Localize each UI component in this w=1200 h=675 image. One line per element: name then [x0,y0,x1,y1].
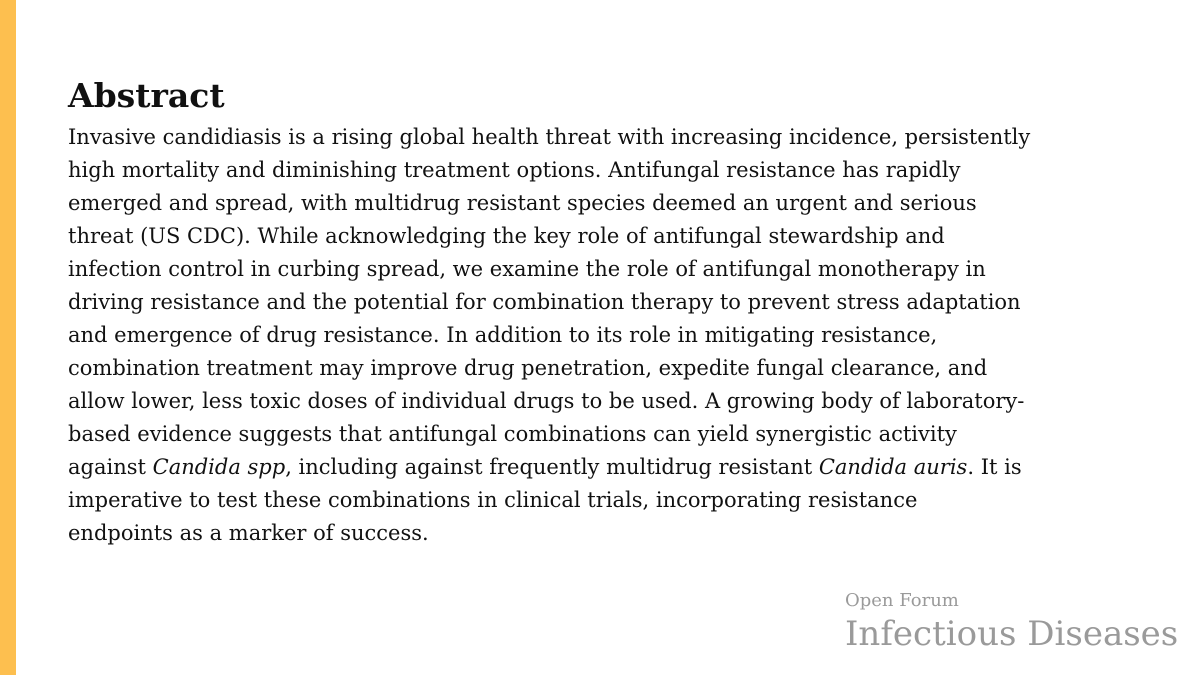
abstract-line-species [68,451,1158,484]
line-text-mid: , including against frequently multidrug resistant [285,455,819,479]
abstract-line: Invasive candidiasis is a rising global health threat with increasing incidence, persistently [68,125,1031,149]
abstract-body [68,121,1158,550]
abstract-line: combination treatment may improve drug penetration, expedite fungal clearance, and [68,356,988,380]
journal-name-large: Infectious Diseases [845,614,1179,654]
accent-bar [0,0,16,675]
line-text-pre: against [68,455,153,479]
species-candida-auris: Candida auris [818,455,968,479]
abstract-line: endpoints as a marker of success. [68,521,429,545]
species-candida-spp: Candida spp [152,455,286,479]
line-text-post: . It is [967,455,1022,479]
abstract-heading: Abstract [68,76,225,115]
abstract-line: based evidence suggests that antifungal combinations can yield synergistic activity [68,422,957,446]
abstract-line: imperative to test these combinations in clinical trials, incorporating resistance [68,488,918,512]
abstract-line: infection control in curbing spread, we examine the role of antifungal monotherapy in [68,257,986,281]
abstract-line: threat (US CDC). While acknowledging the key role of antifungal stewardship and [68,224,945,248]
abstract-line: allow lower, less toxic doses of individual drugs to be used. A growing body of laboratory- [68,389,1025,413]
abstract-line: high mortality and diminishing treatment options. Antifungal resistance has rapidly [68,158,961,182]
abstract-line: and emergence of drug resistance. In addition to its role in mitigating resistance, [68,323,938,347]
abstract-line: emerged and spread, with multidrug resistant species deemed an urgent and serious [68,191,977,215]
journal-name-small: Open Forum [845,590,959,611]
journal-logo [845,590,1178,654]
abstract-line: driving resistance and the potential for combination therapy to prevent stress adaptation [68,290,1021,314]
